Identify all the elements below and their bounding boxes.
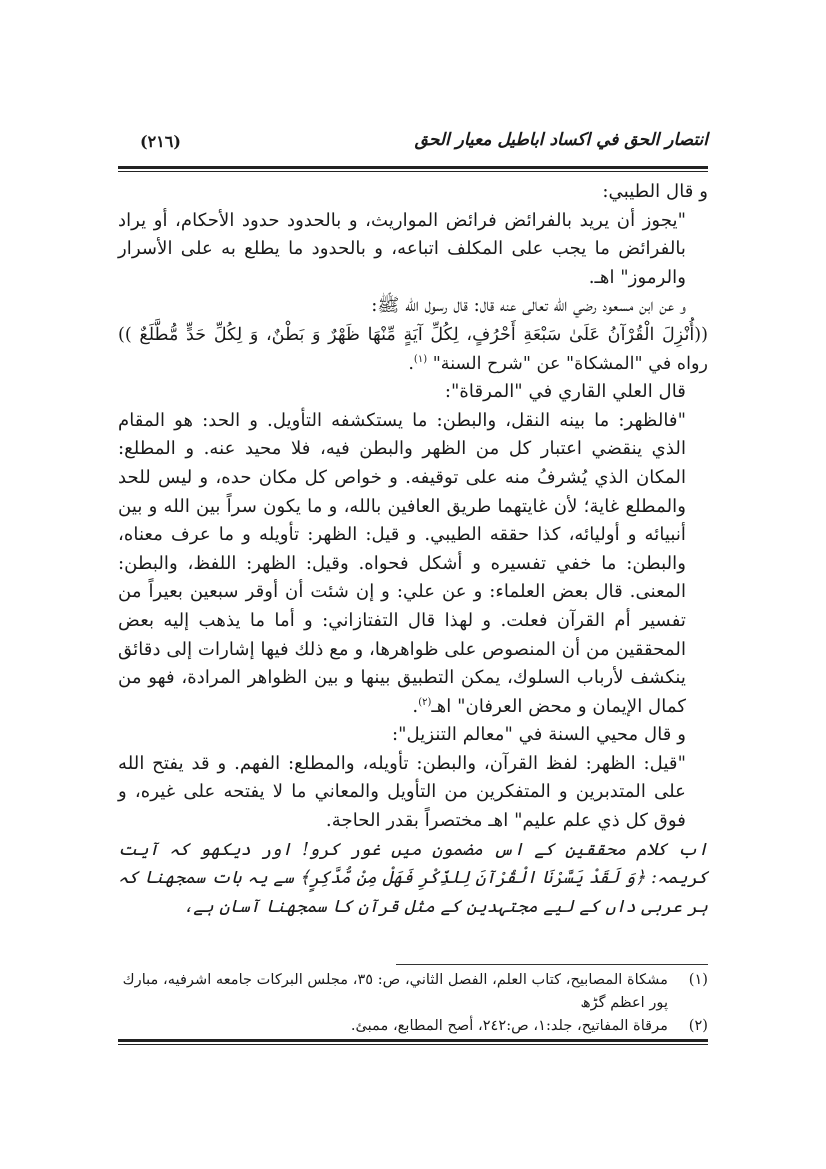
footnote-number: (٢) [688, 1017, 708, 1034]
footnote-item [118, 968, 708, 1014]
footnote-text: مشكاة المصابيح، كتاب العلم، الفصل الثاني، ص: ٣٥، مجلس البركات جامعه اشرفيه، مبارك پور اعظم گڑھ [122, 971, 668, 1011]
page-number: (٢١٦) [140, 132, 181, 151]
paragraph-tibi-intro: و قال الطيبي: [602, 181, 708, 202]
paragraph-tibi-quote: "يجوز أن يريد بالفرائض فرائض المواريث، و بالحدود حدود الأحكام، أو يراد بالفرائض ما يجب على المكلف اتباعه، و بالحدود ما يطلع به على الأسرار والرموز" اهـ. [118, 209, 686, 288]
hadith-text: ((أُنْزِلَ الْقُرْآنُ عَلَىٰ سَبْعَةِ أَحْرُفٍ، لِكُلِّ آيَةٍ مِّنْهَا ظَهْرٌ وَ بَطْنٌ، وَ لِكُلِّ حَدٍّ مُّطَّلَعٌ )) رواه في "المشكاة" عن "شرح السنة" $^{(١)}$. [118, 324, 708, 374]
footnote-ref-2: (٢) [418, 696, 432, 708]
footnote-text: مرقاة المفاتيح، جلد:١، ص:٢٤٢، أصح المطابع، ممبئ. [350, 1017, 668, 1034]
paragraph-muhyi-intro: و قال محيي السنة في "معالم التنزيل": [392, 724, 686, 746]
paragraph-qari-intro: قال العلي القاري في "المرقاة": [444, 381, 686, 403]
footnotes [118, 968, 708, 1037]
main-text [118, 178, 708, 921]
paragraph-muhyi-quote: "قيل: الظهر: لفظ القرآن، والبطن: تأويله، والمطلع: الفهم. و قد يفتح الله على المتدبرين و المتفكرين من التأويل والمعاني ما لا يفتحه على غيره، و فوق كل ذي علم عليم" اهـ مختصراً بقدر الحاجة. [118, 752, 686, 832]
paragraph-qari-quote: "فالظهر: ما بينه النقل، والبطن: ما يستكشفه التأويل. و الحد: هو المقام الذي ينقضي اعتبار كل من الظهر والبطن فيه، فلا محيد عنه. و المطلع: المكان الذي يُشرفُ منه على توقيفه. و خواص كل مكان حده، و ليس للحد والمطلع غاية؛ لأن غايتهما طريق العافين بالله، و ما يكون سراً بين الله و بين أنبيائه و أوليائه، كذا حققه الطيبي. و قيل: الظهر: تأويله و ما عرف معناه، والبطن: ما خفي تفسيره و أشكل فحواه. وقيل: الظهر: اللفظ، والبطن: المعنى. قال بعض العلماء: و عن علي: و إن شئت أن أوقر سبعين بعيراً من تفسير أم القرآن فعلت. و لهذا قال التفتازاني: و أما ما يذهب إليه بعض المحققين من أن المنصوص على ظواهرها، و مع ذلك فيها إشارات إلى دقائق ينكشف لأرباب السلوك، يمكن التطبيق بينها و بين الظواهر المرادة، فهو من كمال الإيمان و محض العرفان" اهـ$^{(٢)}$. [118, 409, 686, 717]
footnote-item [118, 1014, 708, 1037]
footer-divider [118, 1039, 708, 1045]
hadith-body: ((أُنْزِلَ الْقُرْآنُ عَلَىٰ سَبْعَةِ أَحْرُفٍ، لِكُلِّ آيَةٍ مِّنْهَا ظَهْرٌ وَ بَطْنٌ، وَ لِكُلِّ حَدٍّ مُّطَّلَعٌ )) رواه في "المشكاة" عن "شرح السنة" [118, 324, 708, 374]
footnote-number: (١) [688, 971, 708, 988]
paragraph-urdu: اب کلام محققین کے اس مضمون میں غور کرو! اور دیکھو کہ آیت کریمہ: ﴿وَ لَقَدْ يَسَّرْنَا الْقُرْآنَ لِلذِّكْرِ فَهَلْ مِنْ مُّدَّكِرٍ﴾ سے یہ بات سمجھنا کہ ہر عربی داں کے لیے مجتہدین کے مثل قرآن کا سمجھنا آسان ہے، [118, 839, 708, 917]
footnote-divider [396, 964, 708, 965]
footnote-ref-1: (١) [413, 353, 428, 365]
header-divider [118, 166, 708, 172]
book-title: انتصار الحق في اكساد اباطيل معيار الحق [414, 130, 708, 150]
qari-quote-body: "فالظهر: ما بينه النقل، والبطن: ما يستكشفه التأويل. و الحد: هو المقام الذي ينقضي اعتبار كل من الظهر والبطن فيه، فلا محيد عنه. و المطلع: المكان الذي يُشرفُ منه على توقيفه. و خواص كل مكان حده، و ليس للحد والمطلع غاية؛ لأن غايتهما طريق العافين بالله، و ما يكون سراً بين الله و بين أنبيائه و أوليائه، كذا حققه الطيبي. و قيل: الظهر: تأويله و ما عرف معناه، والبطن: ما خفي تفسيره و أشكل فحواه. وقيل: الظهر: اللفظ، والبطن: المعنى. قال بعض العلماء: و عن علي: و إن شئت أن أوقر سبعين بعيراً من تفسير أم القرآن فعلت. و لهذا قال التفتازاني: و أما ما يذهب إليه بعض المحققين من أن المنصوص على ظواهرها، و مع ذلك فيها إشارات إلى دقائق ينكشف لأرباب السلوك، يمكن التطبيق بينها و بين الظواهر المرادة، فهو من كمال الإيمان و محض العرفان" اهـ [118, 409, 686, 717]
running-header [118, 128, 708, 164]
paragraph-ibn-masud: و عن ابن مسعود رضي الله تعالى عنه قال: قال رسول الله ﷺ: [371, 295, 686, 317]
